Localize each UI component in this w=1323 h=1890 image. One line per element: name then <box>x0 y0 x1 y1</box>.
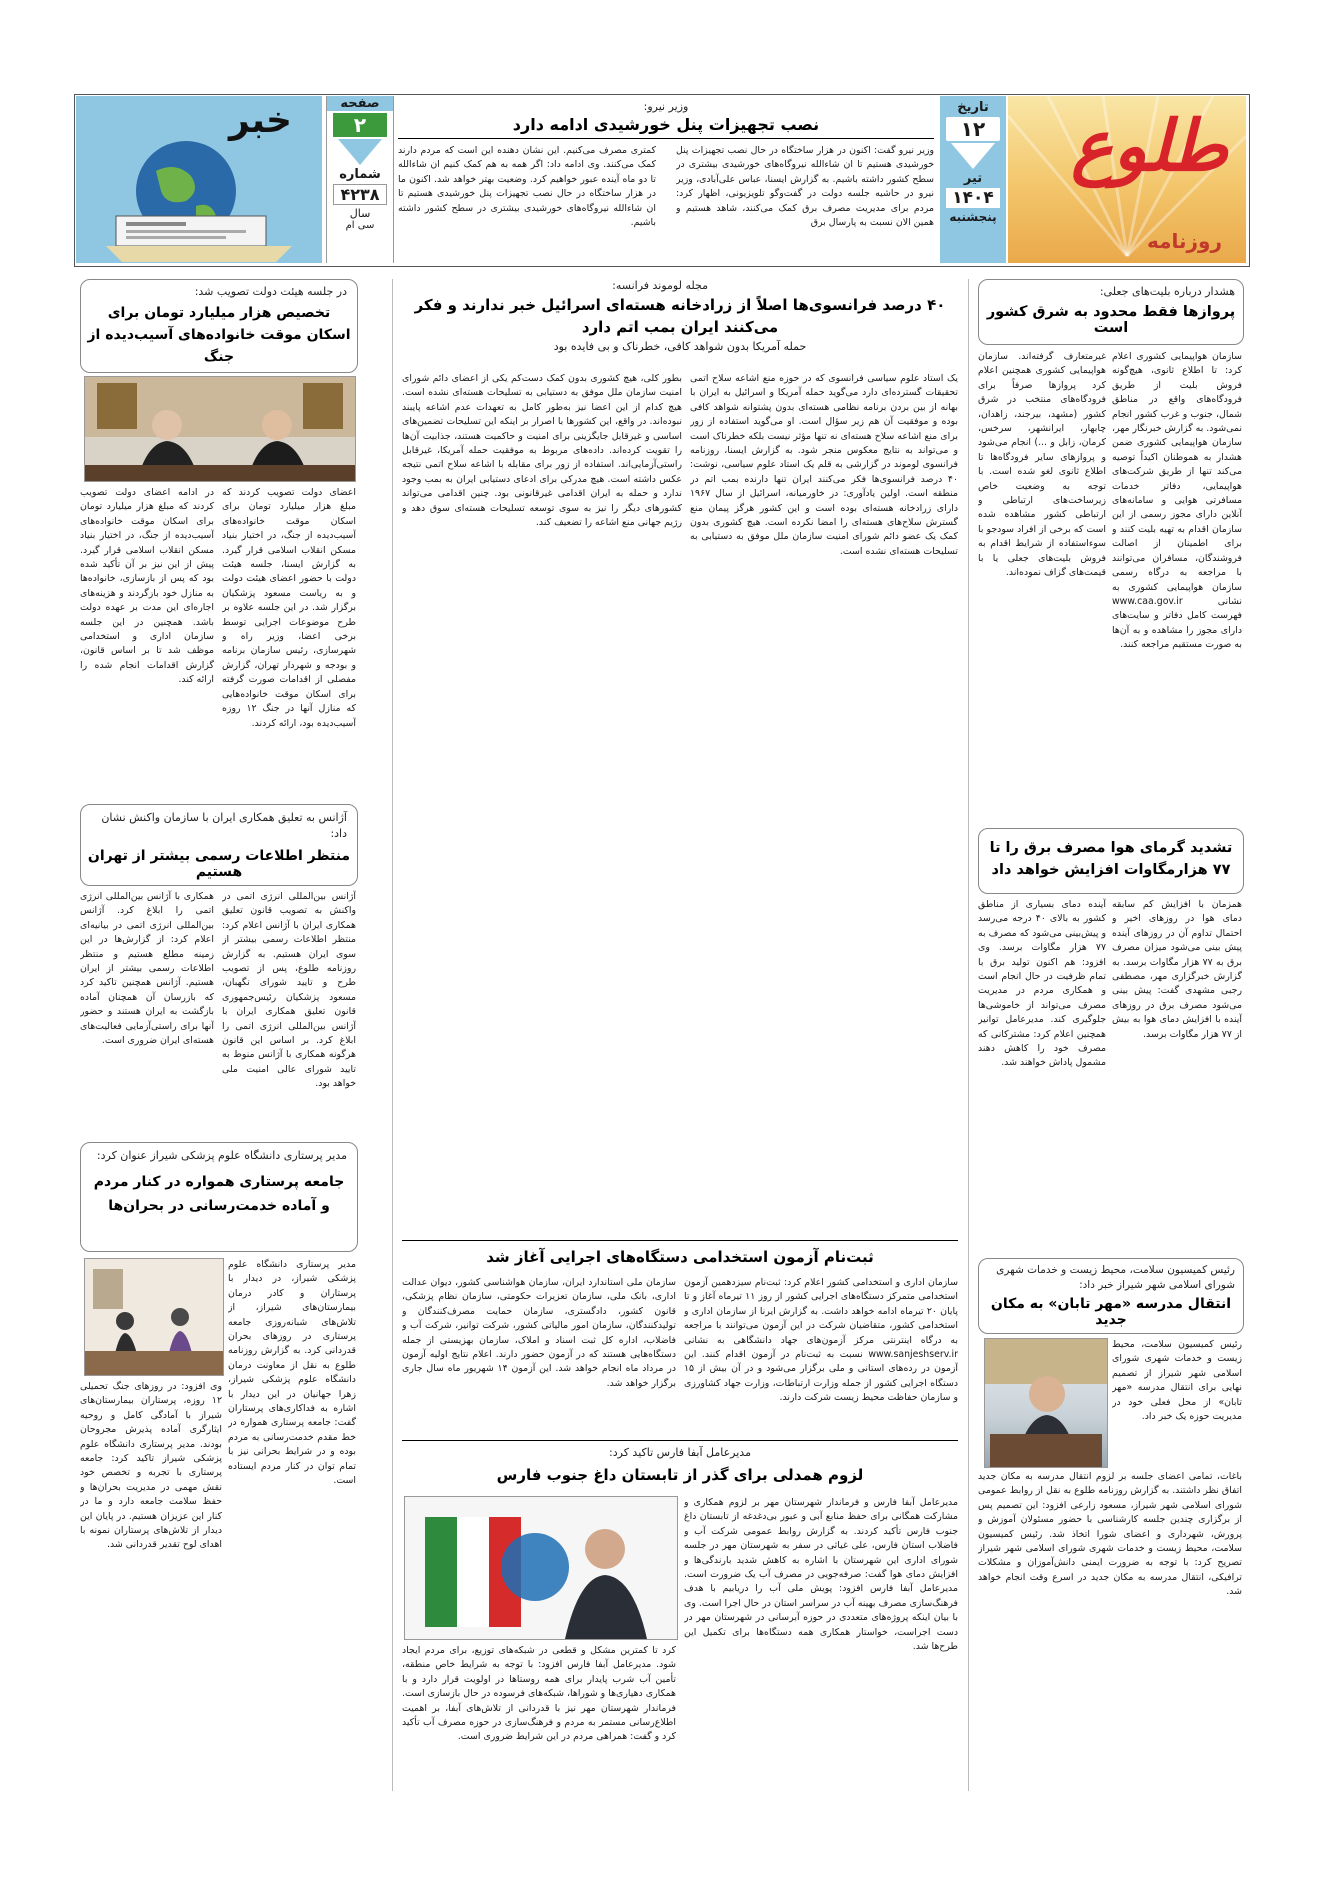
official-photo <box>404 1496 678 1640</box>
left-story2-body-b: همکاری با آژانس بین‌المللی انرژی اتمی را ابلاغ کرد. آژانس بین‌المللی انرژی اتمی در بیانیه‌ای اعلام کرد: از گزارش‌ها در این زمینه مطلع هستیم و منتظر اطلاعات رسمی بیشتر از ایران هستیم. آژانس همچنین تاکید کرد که بازرسان آن همچنان آماده بازگشت به ایران هستند و حضور آنها برای راستی‌آزمایی فعالیت‌های هسته‌ای ایران ضروری است. <box>80 891 214 1047</box>
page-label: صفحه <box>327 96 393 111</box>
issue-label: شماره <box>339 167 381 182</box>
newspaper-logo <box>1008 96 1246 263</box>
right-story1-title: پروازها فقط محدود به شرق کشور است <box>986 304 1236 336</box>
right-story1-body-a: سازمان هواپیمایی کشوری اعلام کرد: تا اطلاع ثانوی، هیچ‌گونه فروش بلیت از طریق فرودگاه‌های واقع در مناطق شمال، جنوب و غرب کشور انجام نمی‌شود. به گزارش خبرنگار مهر، سازمان هواپیمایی کشوری ضمن هشدار به هموطنان اکیداً توصیه می‌کند تنها از طریق شرکت‌های هواپیمایی، دفاتر خدمات مسافرتی هوایی و سامانه‌های آنلاین دارای مجوز رسمی از این سازمان اقدام به تهیه بلیت کنند و برای اطمینان از اصالت فروشندگان، مسافران می‌توانند با مراجعه به درگاه رسمی سازمان هواپیمایی کشوری به نشانی www.caa.gov.ir فهرست کامل دفاتر و سایت‌های دارای مجوز را مشاهده و به آن‌ها به صورت مستقیم مراجعه کنند. <box>1112 351 1242 651</box>
center-story2-body-a: سازمان اداری و استخدامی کشور اعلام کرد: ثبت‌نام سیزدهمین آزمون استخدامی متمرکز دستگاه‌های اجرایی کشور از روز ۱۱ تیرماه آغاز و تا پایان ۲۰ تیرماه ادامه خواهد داشت. به گزارش ایرنا از سازمان اداری و استخدامی کشور، متقاضیان شرکت در این آزمون می‌توانند با مراجعه به درگاه اینترنتی مرکز آزمون‌های جهاد دانشگاهی به نشانی www.sanjeshserv.ir نسبت به ثبت‌نام در آزمون اقدام کنند. این آزمون در رده‌های استانی و ملی برگزار می‌شود و در آن بیش از ۱۵ دستگاه اجرایی کشور از جمله وزارت ارتباطات، وزارت جهاد کشاورزی و سازمان حفاظت محیط زیست شرکت دارند. <box>684 1277 958 1404</box>
date-box <box>940 96 1006 263</box>
center-story1-header <box>402 279 958 367</box>
column-divider <box>968 279 969 1791</box>
date-weekday: پنجشنبه <box>949 210 997 224</box>
cabinet-photo <box>84 376 356 482</box>
volume-label: سال <box>349 207 371 220</box>
left-story1-kicker: در جلسه هیئت دولت تصویب شد: <box>194 285 347 298</box>
date-day: ۱۲ <box>946 117 1000 141</box>
chevron-down-icon <box>951 143 995 169</box>
official-photo <box>984 1338 1108 1468</box>
top-story-body-right: وزیر نیرو گفت: اکنون در هزار ساختگاه در حال نصب تجهیزات پنل خورشیدی هستیم تا ان شاءالله نیروگاه‌های خورشیدی بیشتری در سطح کشور داشته باشیم. به گزارش ایسنا، عباس علی‌آبادی، وزیر نیرو در حاشیه جلسه دولت در گفت‌وگو تلویزیونی، اظهار کرد: مردم برای مدیریت مصرف برق کمک می‌کنند، شاهد هستیم و همین الان نسبت به پارسال برق <box>676 145 934 229</box>
divider <box>402 1240 958 1241</box>
right-story2-title: تشدید گرمای هوا مصرف برق را تا ۷۷ هزارمگاوات افزایش خواهد داد <box>989 840 1233 878</box>
left-story2-header <box>80 804 358 886</box>
left-story3-body-a: مدیر پرستاری دانشگاه علوم پزشکی شیراز، در دیدار با پرستاران و کادر درمان بیمارستان‌های شیراز، از تلاش‌های شبانه‌روزی جامعه پرستاری در روزهای بحران قدردانی کرد. به گزارش روزنامه طلوع به نقل از معاونت درمان دانشگاه علوم پزشکی شیراز، زهرا جهانیان در این دیدار با اشاره به فداکاری‌های پرستاران گفت: جامعه پرستاری همواره در خط مقدم خدمت‌رسانی به مردم بوده و در شرایط بحرانی نیز با تمام توان در کنار مردم ایستاده است. <box>228 1259 356 1487</box>
right-story3-body-a: رئیس کمیسیون سلامت، محیط زیست و خدمات شهری شورای اسلامی شهر شیراز از تصمیم نهایی برای انتقال مدرسه «مهر تابان» از محل فعلی خود در مدیریت حوزه یک خبر داد. <box>1112 1339 1242 1423</box>
section-title: خبر <box>228 100 292 141</box>
left-story3-kicker: مدیر پرستاری دانشگاه علوم پزشکی شیراز عنوان کرد: <box>96 1149 347 1162</box>
right-story1-header <box>978 279 1244 345</box>
logo-title: طلوع <box>1071 104 1228 187</box>
center-story2-body-b: سازمان ملی استاندارد ایران، سازمان هواشناسی کشور، دیوان عدالت اداری، بانک ملی، سازمان تعزیرات حکومتی، سازمان نظام پزشکی، قانون کشور، دادگستری، سازمان حمایت مصرف‌کنندگان و تولیدکنندگان، سازمان امور مالیاتی کشور، شرکت توانیر، شرکت آب و فاضلاب، اداره کل ثبت اسناد و املاک، سازمان بهزیستی از جمله دستگاه‌هایی هستند که در آزمون حضور دارند. اعلام نتایج اولیه آزمون در مرداد ماه انجام خواهد شد. این آزمون ۱۴ شهریور ماه سال جاری برگزار خواهد شد. <box>402 1277 676 1389</box>
nurses-photo <box>84 1258 224 1376</box>
left-story2-kicker: آژانس به تعلیق همکاری ایران با سازمان واکنش نشان داد: <box>101 811 347 840</box>
center-story3-kicker: مدیرعامل آبفا فارس تاکید کرد: <box>609 1446 751 1459</box>
page-info-box <box>326 96 394 263</box>
right-story3-header <box>978 1258 1244 1334</box>
issue-number: ۴۲۳۸ <box>333 184 387 205</box>
chevron-down-icon <box>338 139 382 165</box>
center-story1-kicker: مجله لوموند فرانسه: <box>612 279 708 292</box>
right-story2-body-b: آینده دمای بسیاری از مناطق کشور به بالای ۴۰ درجه می‌رسد و پیش‌بینی می‌شود که مصرف به ۷۷ هزار مگاوات برسد. وی افزود: هم اکنون تولید برق با تمام ظرفیت در حال انجام است و همکاری مردم در مدیریت مصرف می‌تواند از خاموشی‌ها جلوگیری کند. مدیرعامل توانیر همچنین اعلام کرد: مشترکانی که مصرف خود را کاهش دهند مشمول پاداش خواهند شد. <box>978 899 1106 1069</box>
right-story3-body-b: باغات، تمامی اعضای جلسه بر لزوم انتقال مدرسه به مکان جدید اتفاق نظر داشتند. به گزارش روزنامه طلوع به نقل از روابط عمومی شورای اسلامی شهر شیراز، مسعود زارعی افزود: این تصمیم پس از برگزاری چندین جلسه کارشناسی با حضور مسئولان آموزش و پرورش، شهرداری و اعضای شورا اتخاذ شد. رئیس کمیسیون سلامت، محیط زیست و خدمات شهری شورای اسلامی شهر شیراز تصریح کرد: با توجه به ضرورت ایمنی دانش‌آموزان و مشکلات ترافیکی، انتقال مدرسه به مکان جدید در اسرع وقت انجام خواهد شد. <box>978 1471 1242 1598</box>
left-story2-title: منتظر اطلاعات رسمی بیشتر از تهران هستیم <box>87 848 351 880</box>
center-story3-body-b: کرد تا کمترین مشکل و قطعی در شبکه‌های توزیع، برای مردم ایجاد شود. مدیرعامل آبفا فارس افزود: با توجه به شرایط خاص منطقه، تأمین آب شرب پایدار برای همه روستاها در اولویت قرار دارد و با همکاری دهیاری‌ها و شوراها، شبکه‌های فرسوده در حال بازسازی است. فرماندار شهرستان مهر نیز با قدردانی از تلاش‌های آبفا، بر اهمیت اطلاع‌رسانی مستمر به مردم و فرهنگ‌سازی در حوزه مصرف آب تأکید کرد و گفت: همراهی مردم در این شرایط ضروری است. <box>402 1645 676 1743</box>
top-story-title: نصب تجهیزات پنل خورشیدی ادامه دارد <box>512 115 820 134</box>
left-story3-header <box>80 1142 358 1252</box>
center-story1-body-a: یک استاد علوم سیاسی فرانسوی که در حوزه منع اشاعه سلاح اتمی تحقیقات گسترده‌ای دارد می‌گوید حمله آمریکا و اسرائیل به ایران با بهانه از بین بردن برنامه نظامی هسته‌ای بدون پشتوانه شواهد کافی بوده و موفقیت آن هم زیر سؤال است. او می‌گوید استفاده از زور برای منع اشاعه سلاح هسته‌ای نه تنها مؤثر نیست بلکه خطرناک است و می‌تواند به نتایج معکوس منجر شود. به گزارش ایسنا، روزنامه فرانسوی لوموند در گزارشی به قلم یک استاد علوم سیاسی، نوشت: ۴۰ درصد فرانسوی‌ها فکر می‌کنند ایران تنها دارنده بمب اتم در منطقه است. اولین یادآوری: در خاورمیانه، اسرائیل از سال ۱۹۶۷ دارای زرادخانه هسته‌ای بوده است و این کشور هرگز پیمان منع گسترش سلاح‌های هسته‌ای را امضا نکرده است. هیچ کشوری بدون کمک یک عضو دائم شورای امنیت سازمان ملل موفق به دستیابی به تسلیحات هسته‌ای نشده است. <box>690 373 958 557</box>
top-story-kicker: وزیر نیرو: <box>643 100 689 113</box>
left-story1-body-a: اعضای دولت تصویب کردند که مبلغ هزار میلیارد تومان برای اسکان موقت خانواده‌های آسیب‌دیده از جنگ، در اختیار بنیاد مسکن انقلاب اسلامی قرار گیرد. به گزارش ایسنا، جلسه هیئت دولت با حضور اعضای هیئت دولت و به ریاست مسعود پزشکیان برگزار شد. در این جلسه علاوه بر طرح موضوعات اجرایی توسط برخی اعضا، وزیر راه و شهرسازی، رئیس سازمان برنامه و بودجه و شهردار تهران، گزارش مفصلی از اقدامات صورت گرفته برای اسکان موقت خانواده‌هایی که منازل آنها در جنگ ۱۲ روزه آسیب‌دیده بود، ارائه کردند. <box>222 487 356 729</box>
center-story3-title: لزوم همدلی برای گذر از تابستان داغ جنوب فارس <box>496 1466 864 1484</box>
right-story1-body-b: غیرمتعارف گرفته‌اند. سازمان هواپیمایی کشوری همچنین اعلام کرد پروازها صرفاً برای فرودگاه‌های منتخب در شرق کشور (مشهد، بیرجند، زاهدان، چابهار، ایرانشهر، سرخس، کرمان، زابل و ...) انجام می‌شود و پروازهای سایر فرودگاه‌ها تا اطلاع ثانوی لغو شده است. با توجه به وضعیت خاص زیرساخت‌های ارتباطی و ارتباطی کشور مشاهده شده است که برخی از افراد سودجو با سوءاستفاده از شرایط اقدام به فروش بلیت‌های جعلی یا با قیمت‌های گزاف نموده‌اند. <box>978 351 1106 579</box>
right-story3-kicker: رئیس کمیسیون سلامت، محیط زیست و خدمات شهری شورای اسلامی شهر شیراز خبر داد: <box>996 1264 1235 1291</box>
page-number: ۲ <box>333 113 387 137</box>
center-story3-body-a: مدیرعامل آبفا فارس و فرماندار شهرستان مهر بر لزوم همکاری و مشارکت همگانی برای حفظ منابع آبی و عبور بی‌دغدغه از تابستان داغ جنوب فارس تأکید کردند. به گزارش روابط عمومی شرکت آب و فاضلاب استان فارس، علی غیاثی در سفر به شهرستان مهر در جلسه شورای اداری این شهرستان با اشاره به کاهش شدید بارندگی‌ها و افزایش دمای هوا گفت: صرفه‌جویی در مصرف آب یک ضرورت است. مدیرعامل آبفا فارس افزود: پویش ملی آب را دریابیم با هدف فرهنگ‌سازی مصرف بهینه آب در سراسر استان در حال اجرا است. وی با بیان اینکه پروژه‌های متعددی در حوزه آبرسانی در شهرستان مهر در دست اجراست، خواستار همکاری همه دستگاه‌ها برای تکمیل این طرح‌ها شد. <box>684 1497 958 1653</box>
right-story2-body-a: همزمان با افزایش کم سابقه دمای هوا در روزهای اخیر و احتمال تداوم آن در روزهای آینده پیش بینی می‌شود میزان مصرف برق به ۷۷ هزار مگاوات برسد. به گزارش خبرگزاری مهر، مصطفی رجبی مشهدی گفت: پیش بینی می‌شود مصرف برق در روزهای آینده با افزایش دمای هوا به بیش از ۷۷ هزار مگاوات برسد. <box>1112 899 1242 1040</box>
center-story1-subtitle: حمله آمریکا بدون شواهد کافی، خطرناک و بی فایده بود <box>553 340 807 353</box>
right-story2-header <box>978 828 1244 894</box>
right-story1-kicker: هشدار درباره بلیت‌های جعلی: <box>1099 285 1235 298</box>
date-label: تاریخ <box>957 100 989 115</box>
left-story1-body-b: در ادامه اعضای دولت تصویب کردند که مبلغ هزار میلیارد تومان برای اسکان موقت خانواده‌های آسیب‌دیده از جنگ، در اختیار بنیاد مسکن انقلاب اسلامی قرار گیرد. پیش از این نیز بر آن تأکید شده بود که پس از بازسازی، خانواده‌ها به منازل خود بازگردند و هزینه‌های اجاره‌ای این مدت بر عهده دولت باشد. همچنین در این جلسه سازمان اداری و استخدامی موظف شد تا بر اساس قانون، گزارش اقدامات انجام شده را ارائه کند. <box>80 487 214 686</box>
divider <box>398 138 934 139</box>
top-story-body-left: کمتری مصرف می‌کنیم. این نشان دهنده این است که مردم دارند کمک می‌کنند. وی ادامه داد: اگر همه به هم کمک کنیم ان شاءالله تا دو ماه آینده عبور خواهیم کرد. وضعیت بهتر خواهد شد. اکنون ما در هزار ساختگاه در حال نصب تجهیزات پنل خورشیدی هستیم تا ان شاءالله نیروگاه‌های خورشیدی بیشتری در سطح کشور داشته باشیم. <box>398 145 656 229</box>
center-story1-body-b: بطور کلی، هیچ کشوری بدون کمک دست‌کم یکی از اعضای دائم شورای امنیت سازمان ملل موفق به دستیابی به تسلیحات هسته‌ای نشده است. هیچ کدام از این اعضا نیز به‌طور کامل به تعهدات عدم اشاعه پایبند نبوده‌اند. در واقع، این کشورها با اصرار بر اینکه این تسلیحات تضمین‌های اساسی و غیرقابل جایگزینی برای امنیت و حاکمیت هستند، جذابیت آن‌ها را تقویت کرده‌اند. داده‌های مربوط به موفقیت حمله آمریکا، غیرقابل راستی‌آزمایی‌اند. استفاده از زور برای مقابله با اشاعه سلاح اتمی نتیجه عکس داشته است. هیچ مدرکی برای ادعای دستیابی ایران به بمب وجود ندارد و حمله به ایران اقدامی غیرقانونی بود. چنین اقدامی می‌تواند کشورهای دیگر را نیز به سوی توسعه تسلیحات هسته‌ای سوق دهد و رژیم جهانی منع اشاعه را تضعیف کند. <box>402 373 682 529</box>
center-story1-title: ۴۰ درصد فرانسوی‌ها اصلاً از زرادخانه هسته‌ای اسرائیل خبر ندارند و فکر می‌کنند ایران بمب اتم دارد <box>414 296 946 336</box>
left-story3-body-b: وی افزود: در روزهای جنگ تحمیلی ۱۲ روزه، پرستاران بیمارستان‌های شیراز با آمادگی کامل و روحیه ایثارگری آماده پذیرش مجروحان بودند. مدیر پرستاری دانشگاه علوم پزشکی شیراز تاکید کرد: جامعه پرستاری با تجربه و تخصص خود نقش مهمی در مدیریت بحران‌ها و حفظ سلامت جامعه دارد و ما در کنار این عزیزان هستیم. در پایان این دیدار از تلاش‌های پرستاران نمونه با اهدای لوح تقدیر قدردانی شد. <box>80 1381 222 1551</box>
volume-number: سی ام <box>345 220 375 231</box>
left-story2-body-a: آژانس بین‌المللی انرژی اتمی در واکنش به تصویب قانون تعلیق همکاری ایران با آژانس اعلام کرد: منتظر اطلاعات رسمی بیشتر از سوی ایران هستیم. به گزارش روزنامه طلوع، پس از تصویب طرح و تایید شورای نگهبان، مسعود پزشکیان رئیس‌جمهوری قانون تعلیق همکاری ایران با آژانس بین‌المللی انرژی اتمی را ابلاغ کرد. بر اساس این قانون هرگونه همکاری با آژانس منوط به تایید شورای عالی امنیت ملی خواهد بود. <box>222 891 356 1090</box>
center-story2-title: ثبت‌نام آزمون استخدامی دستگاه‌های اجرایی آغاز شد <box>486 1248 874 1266</box>
date-year: ۱۴۰۴ <box>946 188 1000 208</box>
right-story3-title: انتقال مدرسه «مهر تابان» به مکان جدید <box>990 1296 1232 1328</box>
left-story1-title: تخصیص هزار میلیارد تومان برای اسکان موقت خانواده‌های آسیب‌دیده از جنگ <box>87 305 351 365</box>
left-story1-header <box>80 279 358 373</box>
globe-newspaper-icon <box>76 96 322 263</box>
top-story <box>398 100 934 260</box>
divider <box>402 1440 958 1441</box>
date-month: تیر <box>963 171 983 186</box>
logo-subtitle: روزنامه <box>1147 229 1222 253</box>
section-banner <box>76 96 322 263</box>
column-divider <box>392 279 393 1791</box>
left-story3-title: جامعه پرستاری همواره در کنار مردم و آماده خدمت‌رسانی در بحران‌ها <box>93 1174 345 1214</box>
